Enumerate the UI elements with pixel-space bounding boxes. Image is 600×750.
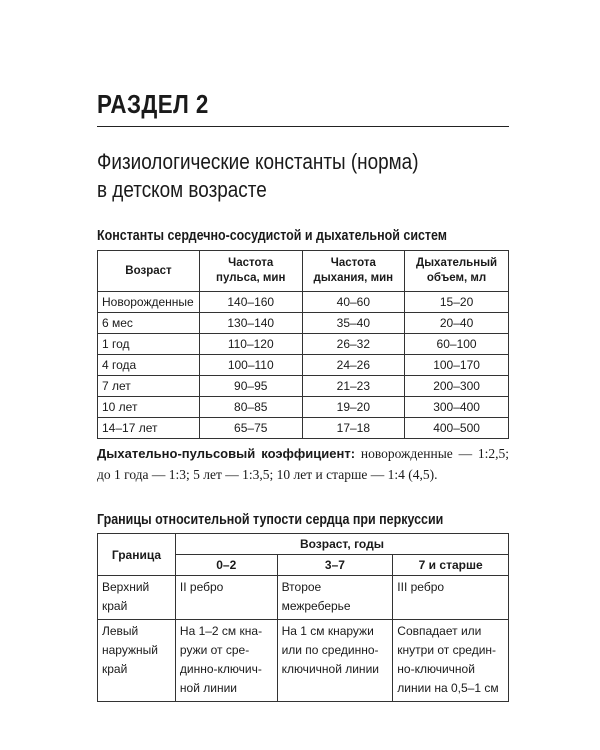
cell-age: 10 лет xyxy=(98,397,200,418)
header-age-group: 0–2 xyxy=(175,555,277,576)
table-row xyxy=(98,620,509,702)
table-row xyxy=(98,334,509,355)
table2-caption: Границы относительной тупости сердца при перкуссии xyxy=(97,512,444,528)
breathing-pulse-coefficient xyxy=(97,443,509,485)
cell-value: II ребро xyxy=(175,576,277,620)
heart-dullness-table xyxy=(97,533,509,702)
table-row xyxy=(98,397,509,418)
cell-border: Верхний край xyxy=(98,576,176,620)
cell-breathing: 26–32 xyxy=(302,334,405,355)
cell-tidal-volume: 60–100 xyxy=(405,334,509,355)
table-row xyxy=(98,292,509,313)
cell-value: III ребро xyxy=(393,576,509,620)
cell-value: Совпадает или кнутри от средин- но-ключичной линии на 0,5–1 см xyxy=(393,620,509,702)
cell-breathing: 40–60 xyxy=(302,292,405,313)
table-row xyxy=(98,355,509,376)
cell-breathing: 24–26 xyxy=(302,355,405,376)
table-header-row xyxy=(98,534,509,555)
table-row xyxy=(98,576,509,620)
header-breathing: Частота дыхания, мин xyxy=(302,251,405,292)
cell-tidal-volume: 100–170 xyxy=(405,355,509,376)
coefficient-text: новорожденные — 1:2,5; до 1 года — 1:3; 5 лет — 1:3,5; 10 лет и старше — 1:4 (4,5). xyxy=(97,446,510,482)
cell-age: 4 года xyxy=(98,355,200,376)
cell-pulse: 140–160 xyxy=(199,292,302,313)
table-row xyxy=(98,418,509,439)
cell-breathing: 17–18 xyxy=(302,418,405,439)
cell-breathing: 21–23 xyxy=(302,376,405,397)
header-age-years: Возраст, годы xyxy=(175,534,508,555)
cell-pulse: 130–140 xyxy=(199,313,302,334)
header-border: Граница xyxy=(98,534,176,576)
chapter-title xyxy=(97,148,510,204)
cell-pulse: 80–85 xyxy=(199,397,302,418)
chapter-title-line-1: Физиологические константы (норма) xyxy=(97,149,419,174)
cell-pulse: 90–95 xyxy=(199,376,302,397)
cell-border: Левый наружный край xyxy=(98,620,176,702)
section-rule xyxy=(97,126,509,127)
cell-age: 7 лет xyxy=(98,376,200,397)
header-tidal-volume: Дыхательный объем, мл xyxy=(405,251,509,292)
coefficient-label: Дыхательно-пульсовый коэффициент: xyxy=(97,446,356,461)
cell-age: 6 мес xyxy=(98,313,200,334)
cell-breathing: 19–20 xyxy=(302,397,405,418)
table-row xyxy=(98,313,509,334)
cell-age: 14–17 лет xyxy=(98,418,200,439)
cell-tidal-volume: 300–400 xyxy=(405,397,509,418)
header-pulse: Частота пульса, мин xyxy=(199,251,302,292)
cell-tidal-volume: 20–40 xyxy=(405,313,509,334)
cell-pulse: 65–75 xyxy=(199,418,302,439)
cardio-respiratory-table xyxy=(97,250,509,439)
cell-pulse: 110–120 xyxy=(199,334,302,355)
header-age: Возраст xyxy=(98,251,200,292)
cell-value: На 1–2 см кна- ружи от сре- динно-ключич- ной линии xyxy=(175,620,277,702)
table1-caption: Константы сердечно-сосудистой и дыхательной систем xyxy=(97,228,448,244)
cell-value: На 1 см кнаружи или по срединно- ключичной линии xyxy=(277,620,393,702)
table-row xyxy=(98,376,509,397)
cell-breathing: 35–40 xyxy=(302,313,405,334)
table-header-row xyxy=(98,251,509,292)
header-age-group: 7 и старше xyxy=(393,555,509,576)
cell-age: 1 год xyxy=(98,334,200,355)
section-title: РАЗДЕЛ 2 xyxy=(97,89,209,119)
cell-tidal-volume: 15–20 xyxy=(405,292,509,313)
cell-pulse: 100–110 xyxy=(199,355,302,376)
cell-tidal-volume: 200–300 xyxy=(405,376,509,397)
cell-tidal-volume: 400–500 xyxy=(405,418,509,439)
cell-age: Новорожденные xyxy=(98,292,200,313)
chapter-title-line-2: в детском возрасте xyxy=(97,177,267,202)
header-age-group: 3–7 xyxy=(277,555,393,576)
cell-value: Второе межреберье xyxy=(277,576,393,620)
